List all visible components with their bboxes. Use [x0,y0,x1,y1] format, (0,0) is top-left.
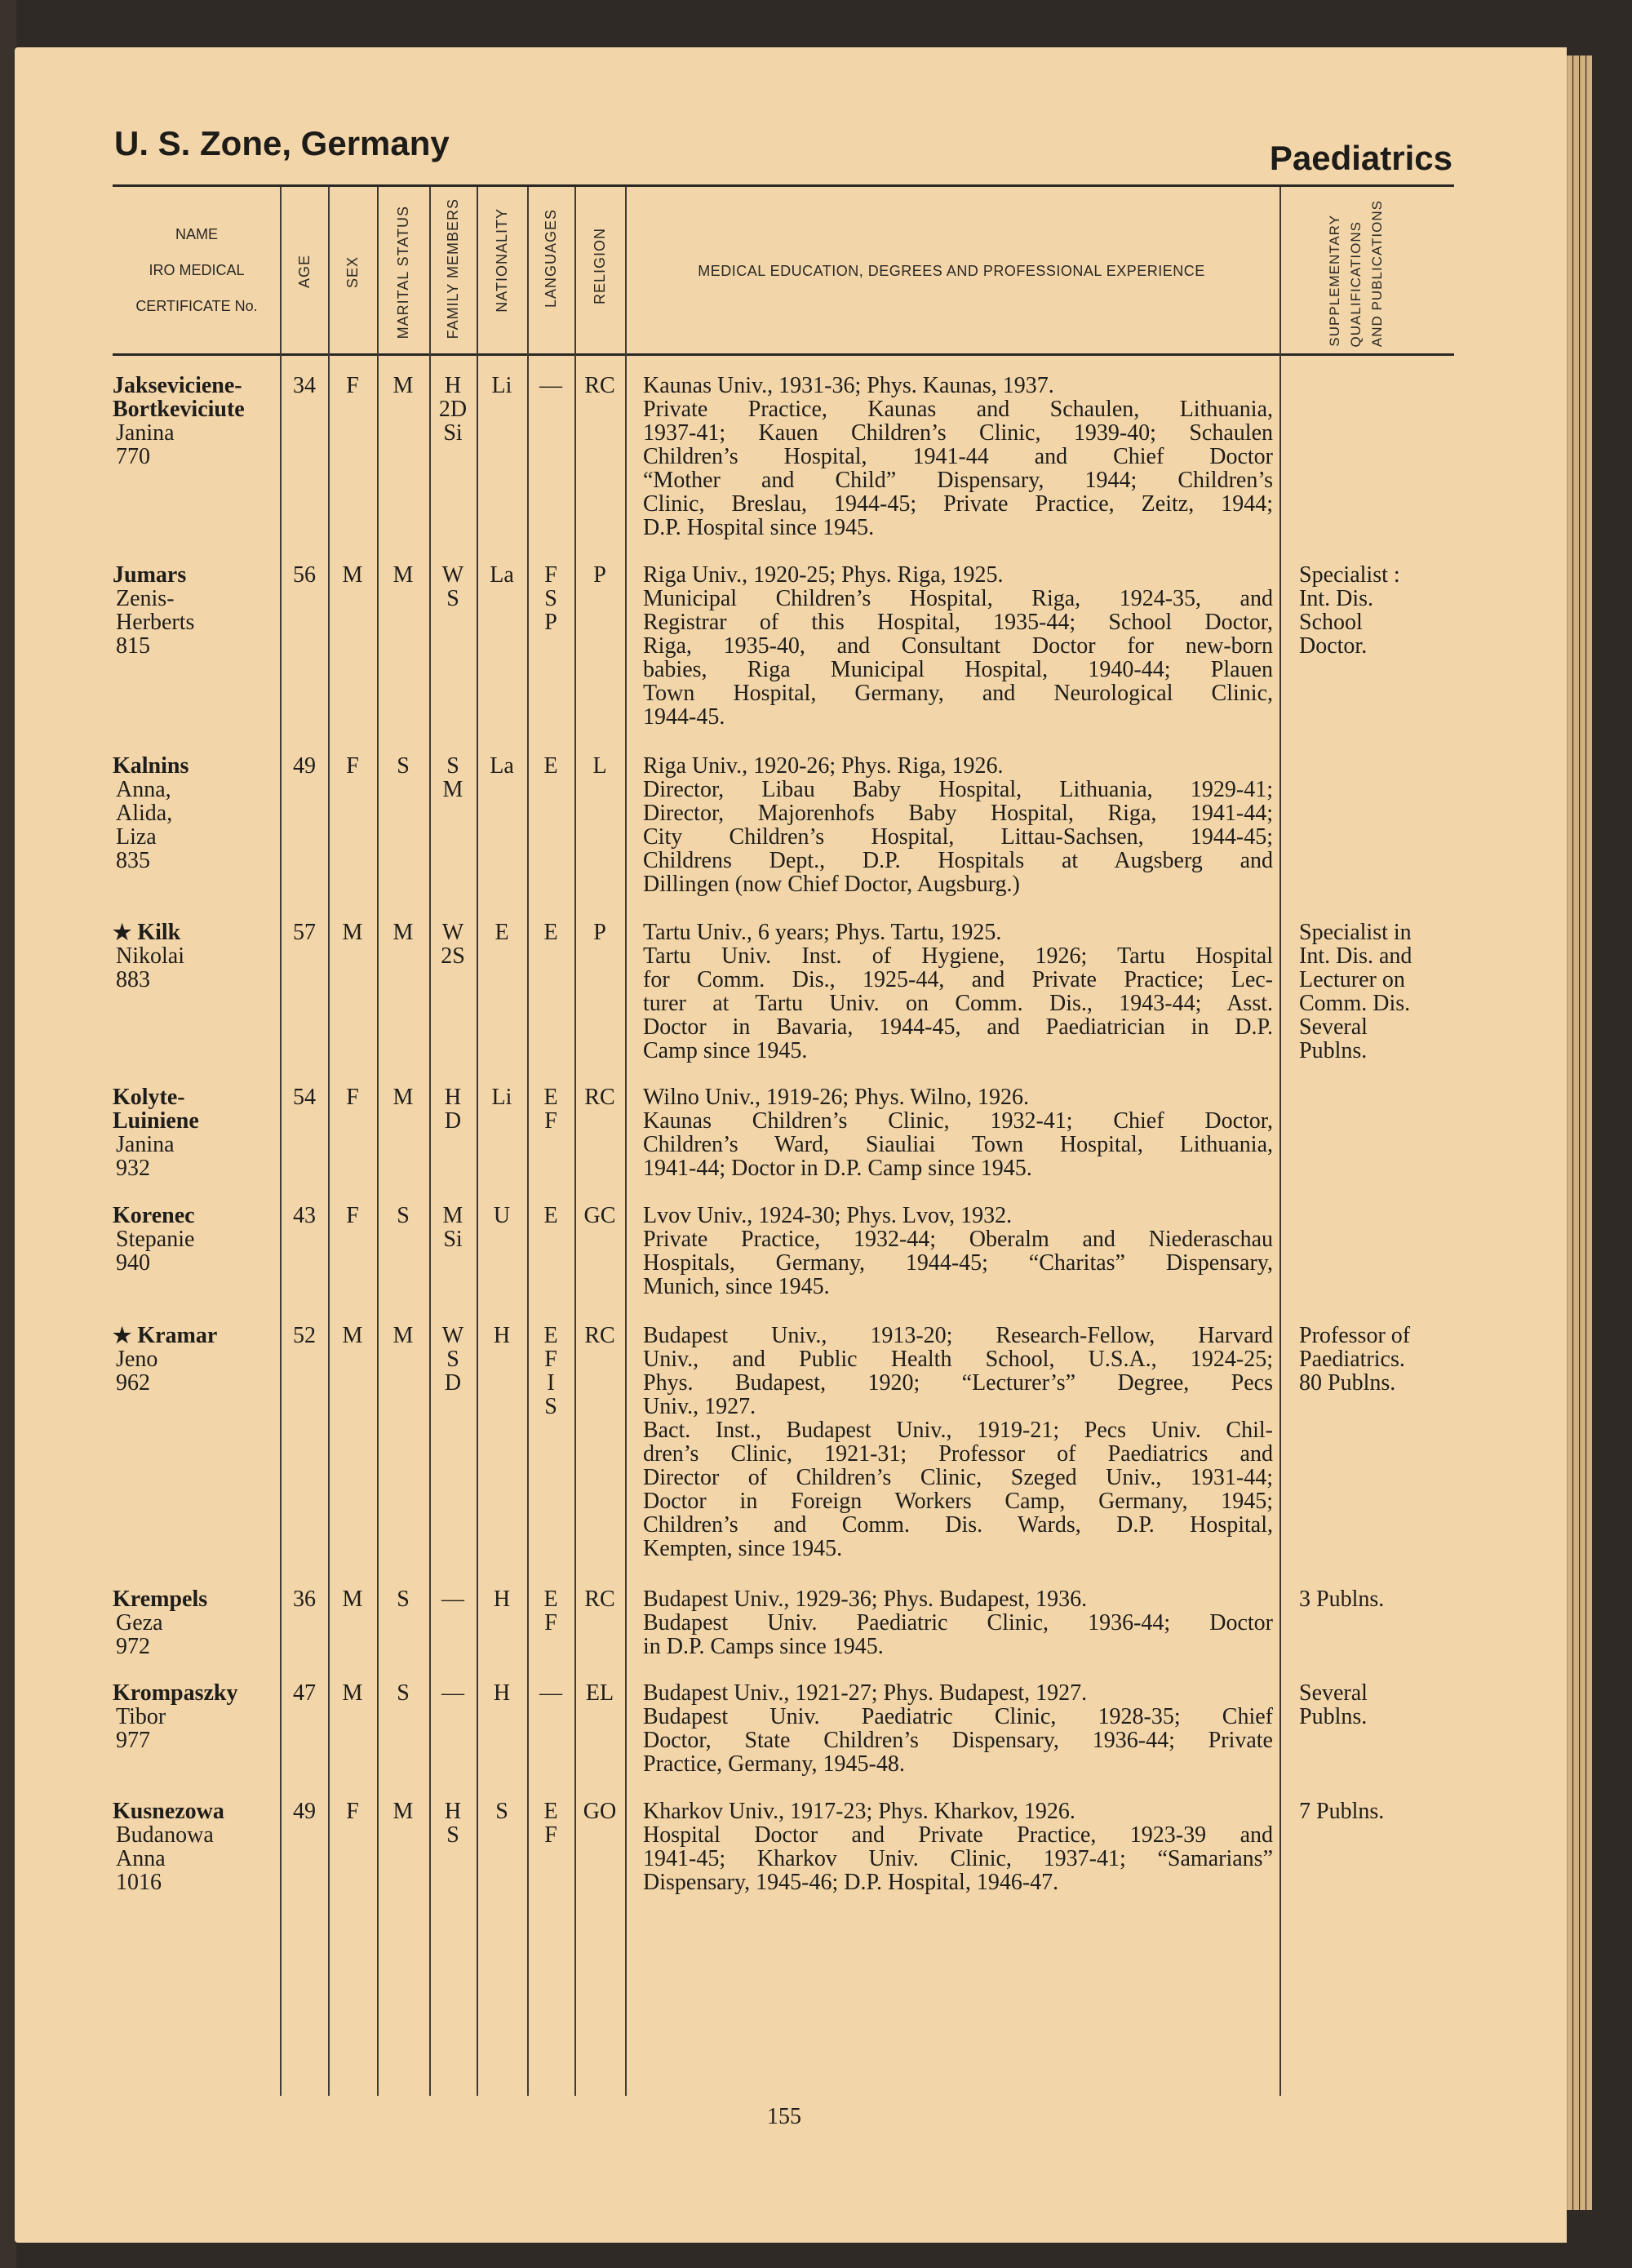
surname-line [113,1800,280,1823]
education-line: Children’s and Comm. Dis. Wards, D.P. Hospital, [643,1512,1273,1538]
family-members-cell-line: D [444,1370,462,1396]
languages-cell-line: E [543,1799,558,1824]
family-members-cell-line: W [441,920,464,945]
page-edge [1580,55,1585,2210]
supplementary-cell-line: School [1299,610,1363,635]
certificate-number: 770 [116,444,150,469]
languages-cell [527,1800,574,1847]
supplementary-cell-line: Int. Dis. [1299,586,1373,611]
education-cell [643,1324,1273,1560]
supplementary-cell-line: Comm. Dis. [1299,991,1411,1016]
column-header-family-members: FAMILY MEMBERS [445,198,461,339]
column-header-name-line: CERTIFICATE No. [135,298,258,314]
education-line: 1941-45; Kharkov Univ. Clinic, 1937-41; “Samarians” [643,1846,1273,1871]
family-members-cell-line: 2D [438,397,468,422]
supplementary-cell-line: Paediatrics. [1299,1347,1405,1372]
languages-cell [527,1681,574,1705]
languages-cell-line: F [544,562,557,588]
header-specialty-title: Paediatrics [1269,139,1452,177]
education-line: Doctor in Foreign Workers Camp, Germany, 1945; [643,1489,1273,1514]
surname: Kramar [137,1323,218,1348]
family-members-cell-line: Si [443,420,463,446]
column-header-name [113,187,281,353]
certificate-number: 883 [116,967,150,992]
supplementary-cell-line: 80 Publns. [1299,1370,1396,1396]
surname: Jumars [113,562,187,588]
sex-cell: F [346,373,359,398]
surname-line [113,397,280,421]
marital-status-cell: M [392,1799,414,1824]
supplementary-cell-line: Doctor. [1299,633,1368,659]
education-line: Hospitals, Germany, 1944-45; “Charitas” Dispensary, [643,1250,1273,1276]
given-name: Alida, [116,801,173,826]
education-line: Budapest Univ., 1929-36; Phys. Budapest, 1936. [643,1587,1088,1612]
education-cell [643,1085,1273,1180]
education-line: Phys. Budapest, 1920; “Lecturer’s” Degree, Pecs [643,1370,1273,1396]
family-members-cell [429,1324,477,1395]
supplementary-cell-line: 3 Publns. [1299,1587,1385,1612]
family-members-cell [429,1204,477,1251]
age-cell: 47 [293,1680,316,1706]
family-members-cell-line: H [444,1799,462,1824]
education-line: for Comm. Dis., 1925-44, and Private Practice; Lec- [643,967,1273,992]
column-divider [1279,187,1281,2096]
education-line: Director, Libau Baby Hospital, Lithuania, 1929-41; [643,777,1273,802]
column-header-name-line: IRO MEDICAL [149,262,245,278]
sex-cell: M [342,1587,363,1612]
age-cell: 43 [293,1203,316,1228]
languages-cell-line: — [539,1680,562,1706]
languages-cell [527,754,574,778]
nationality-cell: Li [491,373,512,398]
family-members-cell-line: — [441,1680,464,1706]
education-line: Town Hospital, Germany, and Neurological Clinic, [643,681,1273,706]
name-cell [113,1324,280,1395]
header-zone-title: U. S. Zone, Germany [114,124,450,162]
column-header-education: MEDICAL EDUCATION, DEGREES AND PROFESSIONAL EXPERIENCE [698,263,1205,279]
languages-cell-line: I [547,1370,555,1396]
binding-shadow [0,0,16,2268]
given-name: Jeno [116,1347,158,1372]
languages-cell-line: E [543,1323,558,1348]
supplementary-cell-line: Several [1299,1014,1368,1040]
given-name: Anna [116,1846,166,1871]
family-members-cell-line: Si [443,1227,463,1252]
languages-cell [527,1204,574,1227]
page-edge [1586,55,1592,2210]
certificate-number: 962 [116,1370,150,1396]
languages-cell-line: S [544,586,557,611]
nationality-cell: La [490,753,514,779]
education-line: Riga, 1935-40, and Consultant Doctor for new-born [643,633,1273,659]
languages-cell-line: F [544,1108,557,1134]
column-header-rule [113,353,1454,356]
given-name: Zenis- [116,586,175,611]
certificate-number: 972 [116,1634,150,1659]
languages-cell-line: E [543,1085,558,1110]
family-members-cell-line: S [446,586,459,611]
age-cell: 56 [293,562,316,588]
family-members-cell-line: H [444,373,462,398]
nationality-cell: S [495,1799,508,1824]
surname: Luiniene [113,1108,199,1134]
name-cell [113,1587,280,1658]
education-line: Dispensary, 1945-46; D.P. Hospital, 1946-47. [643,1870,1059,1895]
age-cell: 49 [293,1799,316,1824]
supplementary-cell [1299,1681,1462,1729]
religion-cell: GO [583,1799,617,1824]
given-name: Stepanie [116,1227,195,1252]
education-cell [643,1587,1273,1658]
education-line: Bact. Inst., Budapest Univ., 1919-21; Pecs Univ. Chil- [643,1418,1273,1443]
given-name: Herberts [116,610,195,635]
sex-cell: M [342,562,363,588]
given-name: Janina [116,1132,175,1157]
education-line: Riga Univ., 1920-25; Phys. Riga, 1925. [643,562,1004,588]
religion-cell: GC [583,1203,616,1228]
surname: Jakseviciene- [113,373,242,398]
surname-line [113,754,280,778]
page-edge [1573,55,1579,2210]
marital-status-cell: M [392,920,414,945]
sex-cell: M [342,920,363,945]
family-members-cell [429,374,477,445]
surname-line [113,1324,280,1347]
family-members-cell [429,1800,477,1847]
education-line: Camp since 1945. [643,1038,808,1063]
education-line: Director, Majorenhofs Baby Hospital, Riga, 1941-44; [643,801,1273,826]
family-members-cell-line: W [441,562,464,588]
languages-cell-line: E [543,753,558,779]
education-line: Dillingen (now Chief Doctor, Augsburg.) [643,872,1020,897]
education-line: Budapest Univ., 1913-20; Research-Fellow, Harvard [643,1323,1273,1348]
star-icon: ★ [113,921,132,944]
sex-cell: M [342,1680,363,1706]
surname: Krompaszky [113,1680,238,1706]
column-header-sex: SEX [344,255,361,288]
education-line: “Mother and Child” Dispensary, 1944; Children’s [643,468,1273,493]
family-members-cell [429,1085,477,1133]
religion-cell: RC [584,1323,615,1348]
column-header-languages: LANGUAGES [543,208,559,308]
star-icon: ★ [113,1324,132,1347]
supplementary-cell-line: Lecturer on [1299,967,1405,992]
surname-line [113,1587,280,1611]
languages-cell [527,374,574,397]
name-cell [113,374,280,468]
education-line: Registrar of this Hospital, 1935-44; School Doctor, [643,610,1273,635]
languages-cell-line: F [544,1822,557,1848]
education-line: Kempten, since 1945. [643,1536,843,1561]
supplementary-cell-line: Publns. [1299,1704,1368,1729]
age-cell: 36 [293,1587,316,1612]
nationality-cell: Li [491,1085,512,1110]
surname-line [113,1109,280,1133]
age-cell: 57 [293,920,316,945]
family-members-cell-line: S [446,753,459,779]
surname: Kusnezowa [113,1799,224,1824]
age-cell: 34 [293,373,316,398]
family-members-cell-line: — [441,1587,464,1612]
education-line: Private Practice, Kaunas and Schaulen, Lithuania, [643,397,1273,422]
education-line: Municipal Children’s Hospital, Riga, 1924-35, and [643,586,1273,611]
languages-cell [527,921,574,944]
given-name: Budanowa [116,1822,214,1848]
marital-status-cell: M [392,1323,414,1348]
family-members-cell [429,921,477,968]
education-line: D.P. Hospital since 1945. [643,515,875,540]
given-name: Tibor [116,1704,166,1729]
education-line: Doctor in Bavaria, 1944-45, and Paediatrician in D.P. [643,1014,1273,1040]
given-name: Nikolai [116,943,184,969]
surname: Kalnins [113,753,189,779]
surname: Korenec [113,1203,195,1228]
column-divider [625,187,627,2096]
marital-status-cell: M [392,562,414,588]
family-members-cell-line: M [442,1203,463,1228]
education-cell [643,1204,1273,1298]
supplementary-cell-line: 7 Publns. [1299,1799,1385,1824]
religion-cell: P [593,920,606,945]
education-line: Univ., and Public Health School, U.S.A., 1924-25; [643,1347,1273,1372]
supplementary-cell [1299,1324,1462,1395]
education-line: Children’s Hospital, 1941-44 and Chief Doctor [643,444,1273,469]
family-members-cell-line: H [444,1085,462,1110]
education-line: City Children’s Hospital, Littau-Sachsen, 1944-45; [643,824,1273,850]
education-line: Univ., 1927. [643,1394,756,1419]
column-header-nationality: NATIONALITY [494,208,510,313]
languages-cell-line: E [543,1203,558,1228]
languages-cell-line: F [544,1610,557,1636]
education-line: in D.P. Camps since 1945. [643,1634,884,1659]
education-cell [643,1800,1273,1894]
name-cell [113,563,280,658]
surname-line [113,374,280,397]
education-line: Budapest Univ. Paediatric Clinic, 1936-44; Doctor [643,1610,1273,1636]
sex-cell: F [346,1085,359,1110]
education-cell [643,1681,1273,1776]
column-header-age: AGE [296,254,313,288]
languages-cell-line: — [539,373,562,398]
languages-cell [527,563,574,634]
given-name: Liza [116,824,157,850]
languages-cell [527,1085,574,1133]
supplementary-cell [1299,563,1462,658]
education-line: Lvov Univ., 1924-30; Phys. Lvov, 1932. [643,1203,1013,1228]
supplementary-cell-line: Specialist : [1299,562,1400,588]
marital-status-cell: S [397,1680,410,1706]
education-line: Kharkov Univ., 1917-23; Phys. Kharkov, 1926. [643,1799,1075,1824]
marital-status-cell: S [397,1203,410,1228]
family-members-cell-line: M [442,777,463,802]
education-line: 1937-41; Kauen Children’s Clinic, 1939-40; Schaulen [643,420,1273,446]
supplementary-cell [1299,921,1462,1063]
page-number: 155 [767,2104,801,2129]
family-members-cell [429,1681,477,1705]
page-edge [1567,55,1572,2210]
religion-cell: EL [585,1680,614,1706]
surname-line [113,1085,280,1109]
surname-line [113,1204,280,1227]
education-line: Clinic, Breslau, 1944-45; Private Practice, Zeitz, 1944; [643,491,1273,517]
name-cell [113,1204,280,1275]
name-cell [113,1800,280,1894]
nationality-cell: E [494,920,509,945]
certificate-number: 1016 [116,1870,162,1895]
family-members-cell-line: W [441,1323,464,1348]
given-name: Anna, [116,777,171,802]
education-cell [643,374,1273,539]
nationality-cell: H [493,1587,511,1612]
education-cell [643,754,1273,896]
education-line: Tartu Univ. Inst. of Hygiene, 1926; Tartu Hospital [643,943,1273,969]
education-line: dren’s Clinic, 1921-31; Professor of Paediatrics and [643,1441,1273,1467]
sex-cell: F [346,1203,359,1228]
supplementary-cell [1299,1587,1462,1611]
education-line: Practice, Germany, 1945-48. [643,1751,905,1777]
family-members-cell-line: S [446,1347,459,1372]
certificate-number: 977 [116,1728,150,1753]
sex-cell: F [346,1799,359,1824]
surname-line [113,563,280,587]
certificate-number: 940 [116,1250,150,1276]
education-cell [643,563,1273,729]
languages-cell [527,1324,574,1418]
education-line: Budapest Univ. Paediatric Clinic, 1928-35; Chief [643,1704,1273,1729]
education-line: Hospital Doctor and Private Practice, 1923-39 and [643,1822,1273,1848]
supplementary-cell-line: Publns. [1299,1038,1368,1063]
surname-line [113,921,280,944]
education-line: babies, Riga Municipal Hospital, 1940-44; Plauen [643,657,1273,682]
religion-cell: RC [584,1085,615,1110]
column-header-marital-status: MARITAL STATUS [395,205,411,339]
family-members-cell-line: 2S [441,943,465,969]
supplementary-cell-line: Professor of [1299,1323,1411,1348]
languages-cell-line: F [544,1347,557,1372]
marital-status-cell: S [397,753,410,779]
certificate-number: 815 [116,633,150,659]
sex-cell: F [346,753,359,779]
surname: Krempels [113,1587,208,1612]
column-header-religion: RELIGION [592,227,608,304]
religion-cell: L [592,753,607,779]
supplementary-cell-line: Several [1299,1680,1368,1706]
surname-line [113,1681,280,1705]
name-cell [113,754,280,872]
marital-status-cell: M [392,1085,414,1110]
family-members-cell-line: S [446,1822,459,1848]
family-members-cell [429,563,477,610]
certificate-number: 932 [116,1156,150,1181]
education-line: Riga Univ., 1920-26; Phys. Riga, 1926. [643,753,1004,779]
education-line: Wilno Univ., 1919-26; Phys. Wilno, 1926. [643,1085,1029,1110]
surname: Bortkeviciute [113,397,245,422]
education-cell [643,921,1273,1063]
education-line: Private Practice, 1932-44; Oberalm and Niederaschau [643,1227,1273,1252]
education-line: Children’s Ward, Siauliai Town Hospital, Lithuania, [643,1132,1273,1157]
given-name: Janina [116,420,175,446]
marital-status-cell: S [397,1587,410,1612]
marital-status-cell: M [392,373,414,398]
education-line: Childrens Dept., D.P. Hospitals at Augsberg and [643,848,1273,873]
religion-cell: P [593,562,606,588]
nationality-cell: La [490,562,514,588]
languages-cell-line: P [544,610,557,635]
certificate-number: 835 [116,848,150,873]
sex-cell: M [342,1323,363,1348]
name-cell [113,1085,280,1180]
education-line: turer at Tartu Univ. on Comm. Dis., 1943-44; Asst. [643,991,1273,1016]
nationality-cell: H [493,1323,511,1348]
education-line: Doctor, State Children’s Dispensary, 1936-44; Private [643,1728,1273,1753]
age-cell: 54 [293,1085,316,1110]
nationality-cell: U [493,1203,511,1228]
surname: Kolyte- [113,1085,185,1110]
languages-cell-line: E [543,920,558,945]
name-cell [113,921,280,992]
age-cell: 52 [293,1323,316,1348]
family-members-cell [429,1587,477,1611]
nationality-cell: H [493,1680,511,1706]
education-line: 1941-44; Doctor in D.P. Camp since 1945. [643,1156,1032,1181]
education-line: Kaunas Univ., 1931-36; Phys. Kaunas, 1937. [643,373,1054,398]
religion-cell: RC [584,373,615,398]
education-line: Kaunas Children’s Clinic, 1932-41; Chief Doctor, [643,1108,1273,1134]
education-line: Budapest Univ., 1921-27; Phys. Budapest, 1927. [643,1680,1088,1706]
supplementary-cell [1299,1800,1462,1823]
education-line: 1944-45. [643,704,725,730]
languages-cell [527,1587,574,1635]
education-line: Director of Children’s Clinic, Szeged Univ., 1931-44; [643,1465,1273,1490]
family-members-cell [429,754,477,801]
supplementary-cell-line: Int. Dis. and [1299,943,1412,969]
family-members-cell-line: D [444,1108,462,1134]
religion-cell: RC [584,1587,615,1612]
age-cell: 49 [293,753,316,779]
surname: Kilk [137,920,181,945]
supplementary-cell-line: Specialist in [1299,920,1412,945]
education-line: Tartu Univ., 6 years; Phys. Tartu, 1925. [643,920,1002,945]
given-name: Geza [116,1610,163,1636]
education-line: Munich, since 1945. [643,1274,830,1299]
column-header-name-line: NAME [175,226,218,242]
name-cell [113,1681,280,1752]
languages-cell-line: S [544,1394,557,1419]
column-header-supplementary: SUPPLEMENTARY QUALIFICATIONS AND PUBLICATIONS [1327,199,1385,347]
languages-cell-line: E [543,1587,558,1612]
